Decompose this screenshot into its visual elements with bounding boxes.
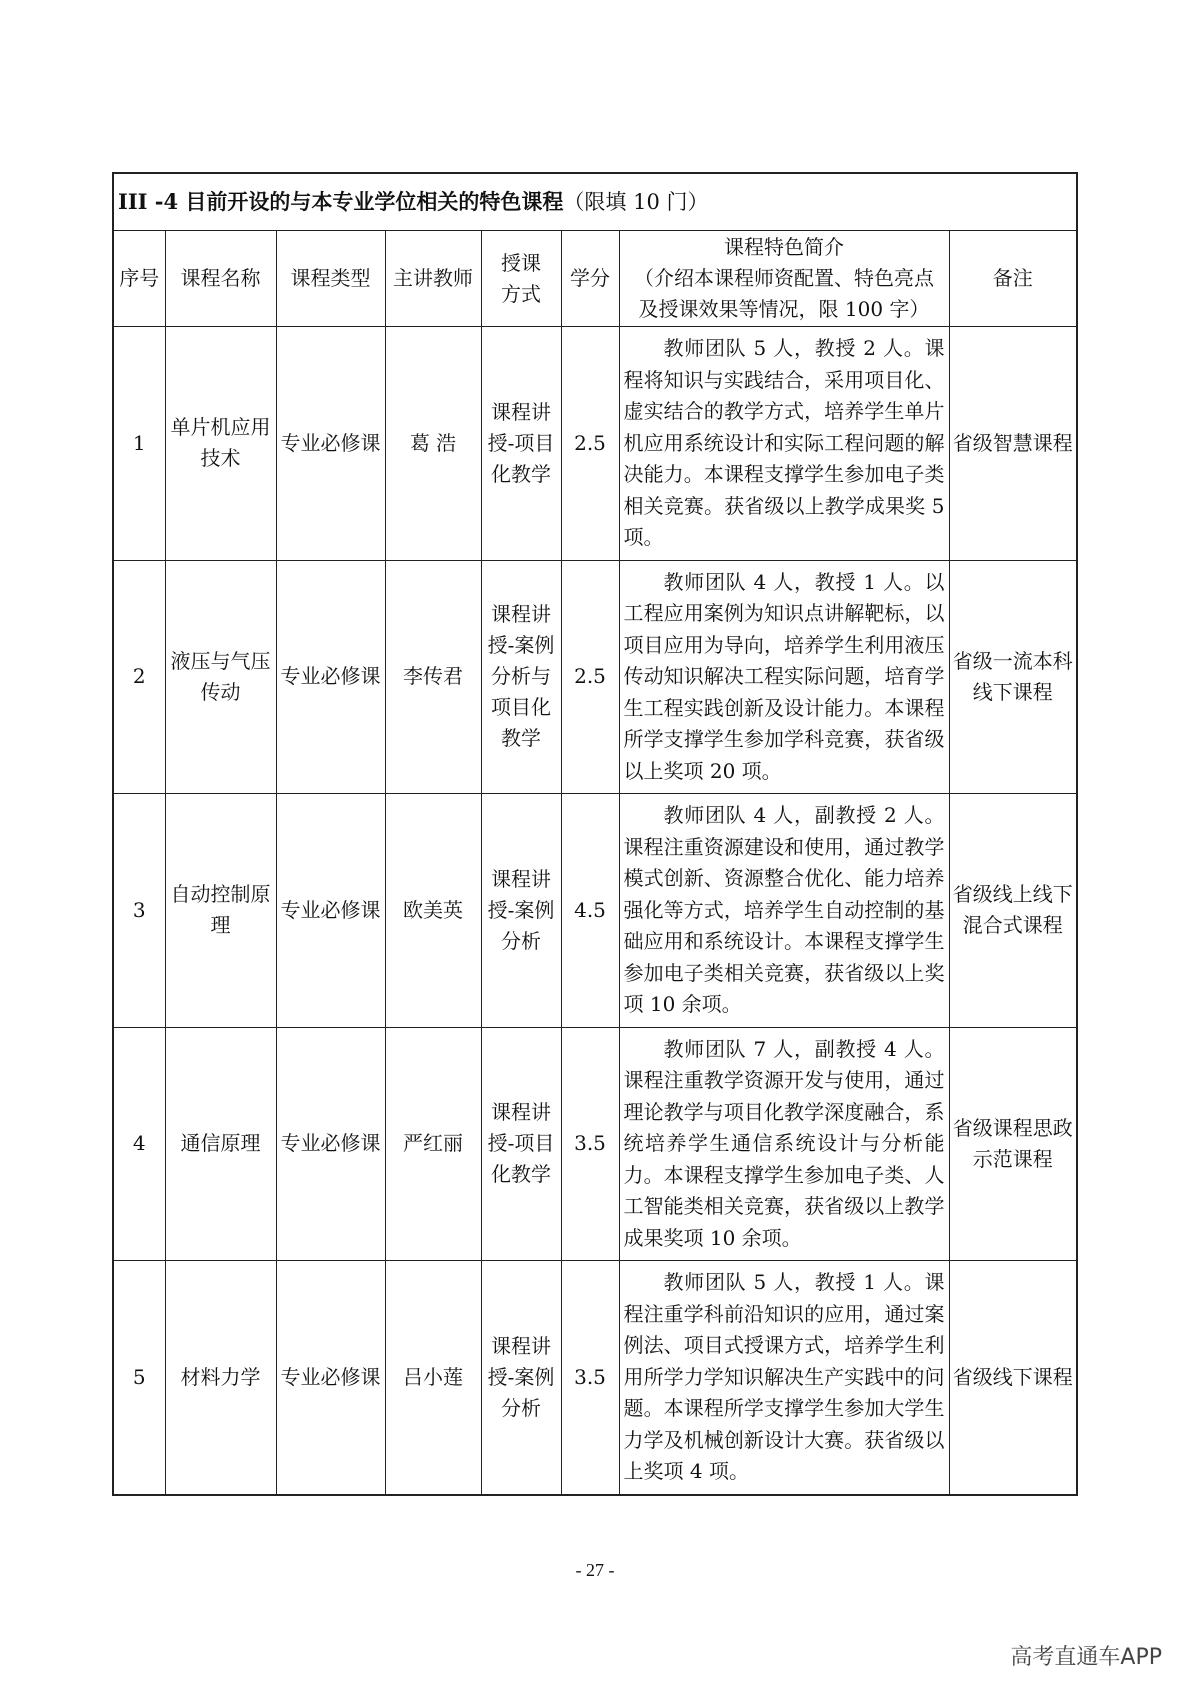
cell-method: 课程讲授-案例分析与项目化教学 [481,560,561,794]
cell-credit: 3.5 [561,1027,619,1261]
cell-remark: 省级课程思政示范课程 [949,1027,1077,1261]
cell-description: 教师团队 5 人，教授 1 人。课程注重学科前沿知识的应用，通过案例法、项目式授课方式，培养学生利用所学力学知识解决生产实践中的问题。本课程所学支撑学生参加大学生力学及机械创新设计大赛。获省级以上奖项 4 项。 [619,1261,949,1495]
cell-course-name: 通信原理 [165,1027,276,1261]
cell-course-type: 专业必修课 [276,1027,385,1261]
section-title-note: （限填 10 门） [563,190,709,214]
cell-no: 5 [113,1261,165,1495]
table-row [113,327,1077,561]
col-header-desc: 课程特色简介 （介绍本课程师资配置、特色亮点 及授课效果等情况，限 100 字） [619,231,949,327]
col-header-teacher: 主讲教师 [385,231,481,327]
cell-method: 课程讲授-案例分析 [481,1261,561,1495]
cell-description: 教师团队 4 人，教授 1 人。以工程应用案例为知识点讲解靶标，以项目应用为导向，培养学生利用液压传动知识解决工程实际问题，培育学生工程实践创新及设计能力。本课程所学支撑学生参加学科竞赛，获省级以上奖项 20 项。 [619,560,949,794]
cell-method: 课程讲授-案例分析 [481,794,561,1028]
section-title-row [113,173,1077,231]
cell-course-type: 专业必修课 [276,560,385,794]
cell-no: 1 [113,327,165,561]
col-header-remark: 备注 [949,231,1077,327]
cell-course-name: 单片机应用技术 [165,327,276,561]
cell-no: 3 [113,794,165,1028]
cell-method: 课程讲授-项目化教学 [481,327,561,561]
cell-description: 教师团队 5 人，教授 2 人。课程将知识与实践结合，采用项目化、虚实结合的教学方式，培养学生单片机应用系统设计和实际工程问题的解决能力。本课程支撑学生参加电子类相关竞赛。获省级以上教学成果奖 5 项。 [619,327,949,561]
cell-teacher: 李传君 [385,560,481,794]
cell-description: 教师团队 4 人，副教授 2 人。课程注重资源建设和使用，通过教学模式创新、资源整合优化、能力培养强化等方式，培养学生自动控制的基础应用和系统设计。本课程支撑学生参加电子类相关竞赛，获省级以上奖项 10 余项。 [619,794,949,1028]
cell-course-name: 液压与气压传动 [165,560,276,794]
section-title-text: III -4 目前开设的与本专业学位相关的特色课程 [118,189,564,214]
courses-table-container [112,172,1076,1496]
table-header-row [113,231,1077,327]
cell-teacher: 吕小莲 [385,1261,481,1495]
cell-teacher: 葛 浩 [385,327,481,561]
table-row [113,1027,1077,1261]
col-header-type: 课程类型 [276,231,385,327]
cell-method: 课程讲授-项目化教学 [481,1027,561,1261]
cell-remark: 省级线上线下混合式课程 [949,794,1077,1028]
cell-credit: 2.5 [561,560,619,794]
table-row [113,794,1077,1028]
cell-no: 2 [113,560,165,794]
col-header-no: 序号 [113,231,165,327]
cell-course-name: 自动控制原理 [165,794,276,1028]
cell-no: 4 [113,1027,165,1261]
cell-course-type: 专业必修课 [276,794,385,1028]
col-header-name: 课程名称 [165,231,276,327]
cell-remark: 省级智慧课程 [949,327,1077,561]
cell-teacher: 严红丽 [385,1027,481,1261]
cell-credit: 4.5 [561,794,619,1028]
table-body [113,327,1077,1495]
table-row [113,560,1077,794]
cell-remark: 省级一流本科线下课程 [949,560,1077,794]
cell-course-name: 材料力学 [165,1261,276,1495]
table-row [113,1261,1077,1495]
featured-courses-table [112,172,1078,1496]
col-header-method: 授课 方式 [481,231,561,327]
cell-credit: 3.5 [561,1261,619,1495]
cell-course-type: 专业必修课 [276,327,385,561]
cell-description: 教师团队 7 人，副教授 4 人。课程注重教学资源开发与使用，通过理论教学与项目化教学深度融合，系统培养学生通信系统设计与分析能力。本课程支撑学生参加电子类、人工智能类相关竞赛，获省级以上教学成果奖项 10 余项。 [619,1027,949,1261]
cell-credit: 2.5 [561,327,619,561]
app-watermark: 高考直通车APP [1010,1645,1162,1670]
cell-remark: 省级线下课程 [949,1261,1077,1495]
cell-course-type: 专业必修课 [276,1261,385,1495]
cell-teacher: 欧美英 [385,794,481,1028]
col-header-credit: 学分 [561,231,619,327]
page-number: - 27 - [575,1560,615,1580]
section-title [113,173,1077,231]
